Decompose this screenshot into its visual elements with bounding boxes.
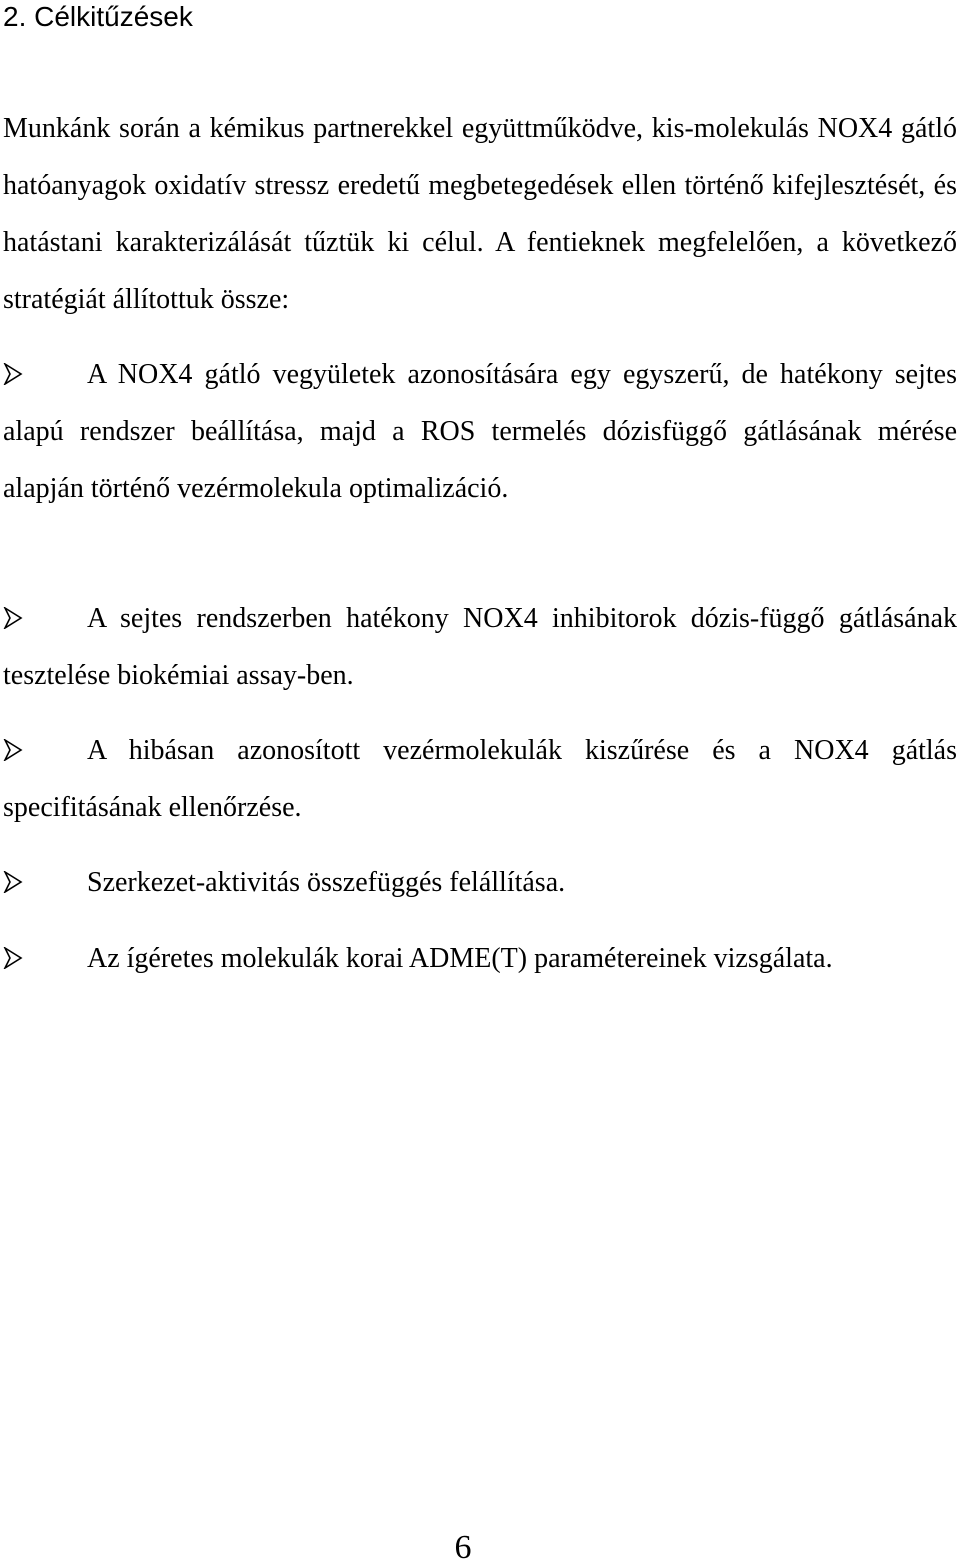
- arrowhead-bullet-icon: [3, 930, 87, 987]
- arrowhead-bullet-icon: [3, 854, 87, 911]
- arrowhead-bullet-icon: [3, 722, 87, 779]
- arrowhead-bullet-icon: [3, 590, 87, 647]
- arrowhead-bullet-icon: [3, 346, 87, 403]
- bullet-item-3: [3, 722, 957, 836]
- page-number: 6: [454, 1529, 472, 1566]
- bullet-text: Az ígéretes molekulák korai ADME(T) paramétereinek vizsgálata.: [87, 943, 833, 974]
- bullet-text: A sejtes rendszerben hatékony NOX4 inhibitorok dózis-függő gátlásának tesztelése biokémiai assay-ben.: [3, 603, 957, 691]
- bullet-item-2: [3, 590, 957, 704]
- bullet-text: Szerkezet-aktivitás összefüggés felállítása.: [87, 867, 566, 898]
- bullet-item-1: [3, 346, 957, 517]
- intro-paragraph: Munkánk során a kémikus partnerekkel együttműködve, kis-molekulás NOX4 gátló hatóanyagok oxidatív stressz eredetű megbetegedések ellen történő kifejlesztését, és hatástani karakterizálását tűztük ki célul. A fentieknek megfelelően, a következő stratégiát állítottuk össze:: [3, 113, 957, 315]
- bullet-item-4: [3, 854, 957, 911]
- bullet-text: A NOX4 gátló vegyületek azonosítására egy egyszerű, de hatékony sejtes alapú rendszer beállítása, majd a ROS termelés dózisfüggő gátlásának mérése alapján történő vezérmolekula optimalizáció.: [3, 359, 957, 504]
- bullet-item-5: [3, 930, 957, 987]
- bullet-text: A hibásan azonosított vezérmolekulák kiszűrése és a NOX4 gátlás specifitásának ellenőrzése.: [3, 735, 957, 823]
- section-heading: 2. Célkitűzések: [3, 1, 193, 32]
